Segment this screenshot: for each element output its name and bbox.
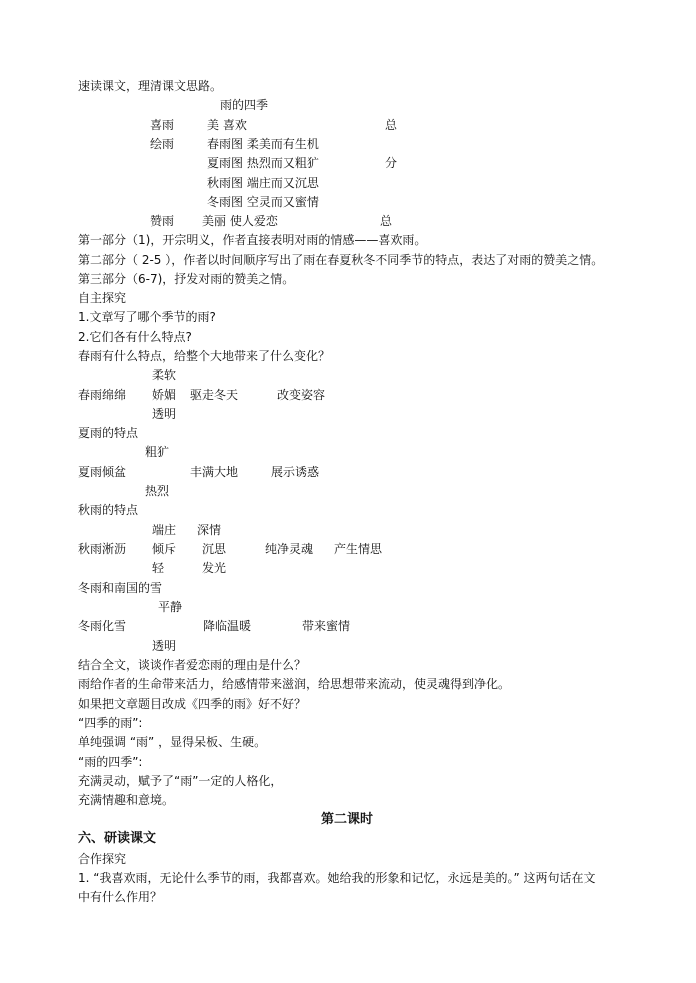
- lesson2-title: 第二课时: [321, 812, 374, 827]
- autumn-effect-1: 纯净灵魂: [265, 542, 314, 556]
- summer-trait-bottom: 热烈: [145, 484, 170, 498]
- outline-tag-parts: 分: [385, 156, 398, 170]
- spring-effect-2: 改变姿容: [277, 388, 326, 402]
- outline-tag-total-1: 总: [385, 118, 398, 132]
- winter-effect-2: 带来蜜情: [302, 619, 351, 633]
- summer-trait-top: 粗犷: [145, 445, 170, 459]
- autumn-effect-2: 产生情思: [334, 542, 383, 556]
- rename-option-b-text-2: 充满情趣和意境。: [78, 793, 175, 807]
- reason-answer: 雨给作者的生命带来活力，给感情带来滋润，给思想带来流动，使灵魂得到净化。: [78, 677, 511, 691]
- autumn-trait-mid-2: 沉思: [202, 542, 227, 556]
- section-heading: 六、研读课文: [78, 831, 157, 846]
- winter-effect-1: 降临温暖: [203, 619, 252, 633]
- rename-question: 如果把文章题目改成《四季的雨》好不好？: [78, 697, 307, 711]
- outline-label-zanyu: 赞雨: [150, 214, 175, 228]
- explore-heading: 自主探究: [78, 291, 127, 305]
- outline-tag-total-2: 总: [380, 214, 393, 228]
- autumn-trait-bottom-1: 轻: [152, 561, 165, 575]
- intro-line: 速读课文，理清课文思路。: [78, 79, 223, 93]
- explore-q3: 春雨有什么特点，给整个大地带来了什么变化？: [78, 349, 331, 363]
- winter-trait-bottom: 透明: [152, 639, 177, 653]
- outline-row4-content: 秋雨图 端庄而又沉思: [207, 176, 319, 190]
- spring-main: 春雨绵绵: [78, 388, 127, 402]
- rename-option-b-text-1: 充满灵动，赋予了“雨”一定的人格化，: [78, 774, 283, 788]
- summer-main: 夏雨倾盆: [78, 465, 127, 479]
- outline-row2-content: 春雨图 柔美而有生机: [207, 137, 319, 151]
- autumn-trait-top-1: 端庄: [152, 523, 177, 537]
- part-2: 第二部分（ 2-5 ），作者以时间顺序写出了雨在春夏秋冬不同季节的特点，表达了对雨的赞美之情。: [78, 253, 604, 267]
- outline-row6-content: 美丽 使人爱恋: [202, 214, 278, 228]
- winter-heading: 冬雨和南国的雪: [78, 581, 163, 595]
- spring-trait-top: 柔软: [152, 368, 177, 382]
- cooperative-explore-heading: 合作探究: [78, 852, 127, 866]
- rename-option-b-label: “雨的四季”:: [78, 755, 143, 769]
- outline-label-huiyu: 绘雨: [150, 137, 175, 151]
- lesson2-question-line-1: 1. “我喜欢雨，无论什么季节的雨，我都喜欢。她给我的形象和记忆，永远是美的。” 这两句话在文: [78, 871, 596, 885]
- rename-option-a-label: “四季的雨”:: [78, 716, 143, 730]
- rename-option-a-text: 单纯强调 “雨” ，显得呆板、生硬。: [78, 735, 267, 749]
- spring-trait-bottom: 透明: [152, 407, 177, 421]
- spring-effect-1: 驱走冬天: [190, 388, 239, 402]
- outline-label-xiyu: 喜雨: [150, 118, 175, 132]
- autumn-trait-mid-1: 倾斥: [152, 542, 177, 556]
- summer-effect-1: 丰满大地: [190, 465, 239, 479]
- outline-row3-content: 夏雨图 热烈而又粗犷: [207, 156, 319, 170]
- part-3: 第三部分（6-7)，抒发对雨的赞美之情。: [78, 272, 295, 286]
- autumn-heading: 秋雨的特点: [78, 503, 139, 517]
- winter-main: 冬雨化雪: [78, 619, 127, 633]
- autumn-main: 秋雨淅沥: [78, 542, 127, 556]
- summer-effect-2: 展示诱惑: [271, 465, 320, 479]
- outline-title: 雨的四季: [220, 98, 269, 112]
- reason-question: 结合全文，谈谈作者爱恋雨的理由是什么？: [78, 658, 307, 672]
- outline-row5-content: 冬雨图 空灵而又蜜情: [207, 195, 319, 209]
- autumn-trait-top-2: 深情: [197, 523, 222, 537]
- lesson2-question-line-2: 中有什么作用？: [78, 890, 163, 904]
- part-1: 第一部分（1)，开宗明义，作者直接表明对雨的情感——喜欢雨。: [78, 233, 427, 247]
- spring-trait-mid: 娇媚: [152, 388, 177, 402]
- winter-trait-top: 平静: [158, 600, 183, 614]
- outline-row1-content: 美 喜欢: [207, 118, 247, 132]
- explore-q2: 2.它们各有什么特点?: [78, 330, 192, 344]
- explore-q1: 1.文章写了哪个季节的雨?: [78, 310, 216, 324]
- autumn-trait-bottom-2: 发光: [202, 561, 227, 575]
- summer-heading: 夏雨的特点: [78, 426, 139, 440]
